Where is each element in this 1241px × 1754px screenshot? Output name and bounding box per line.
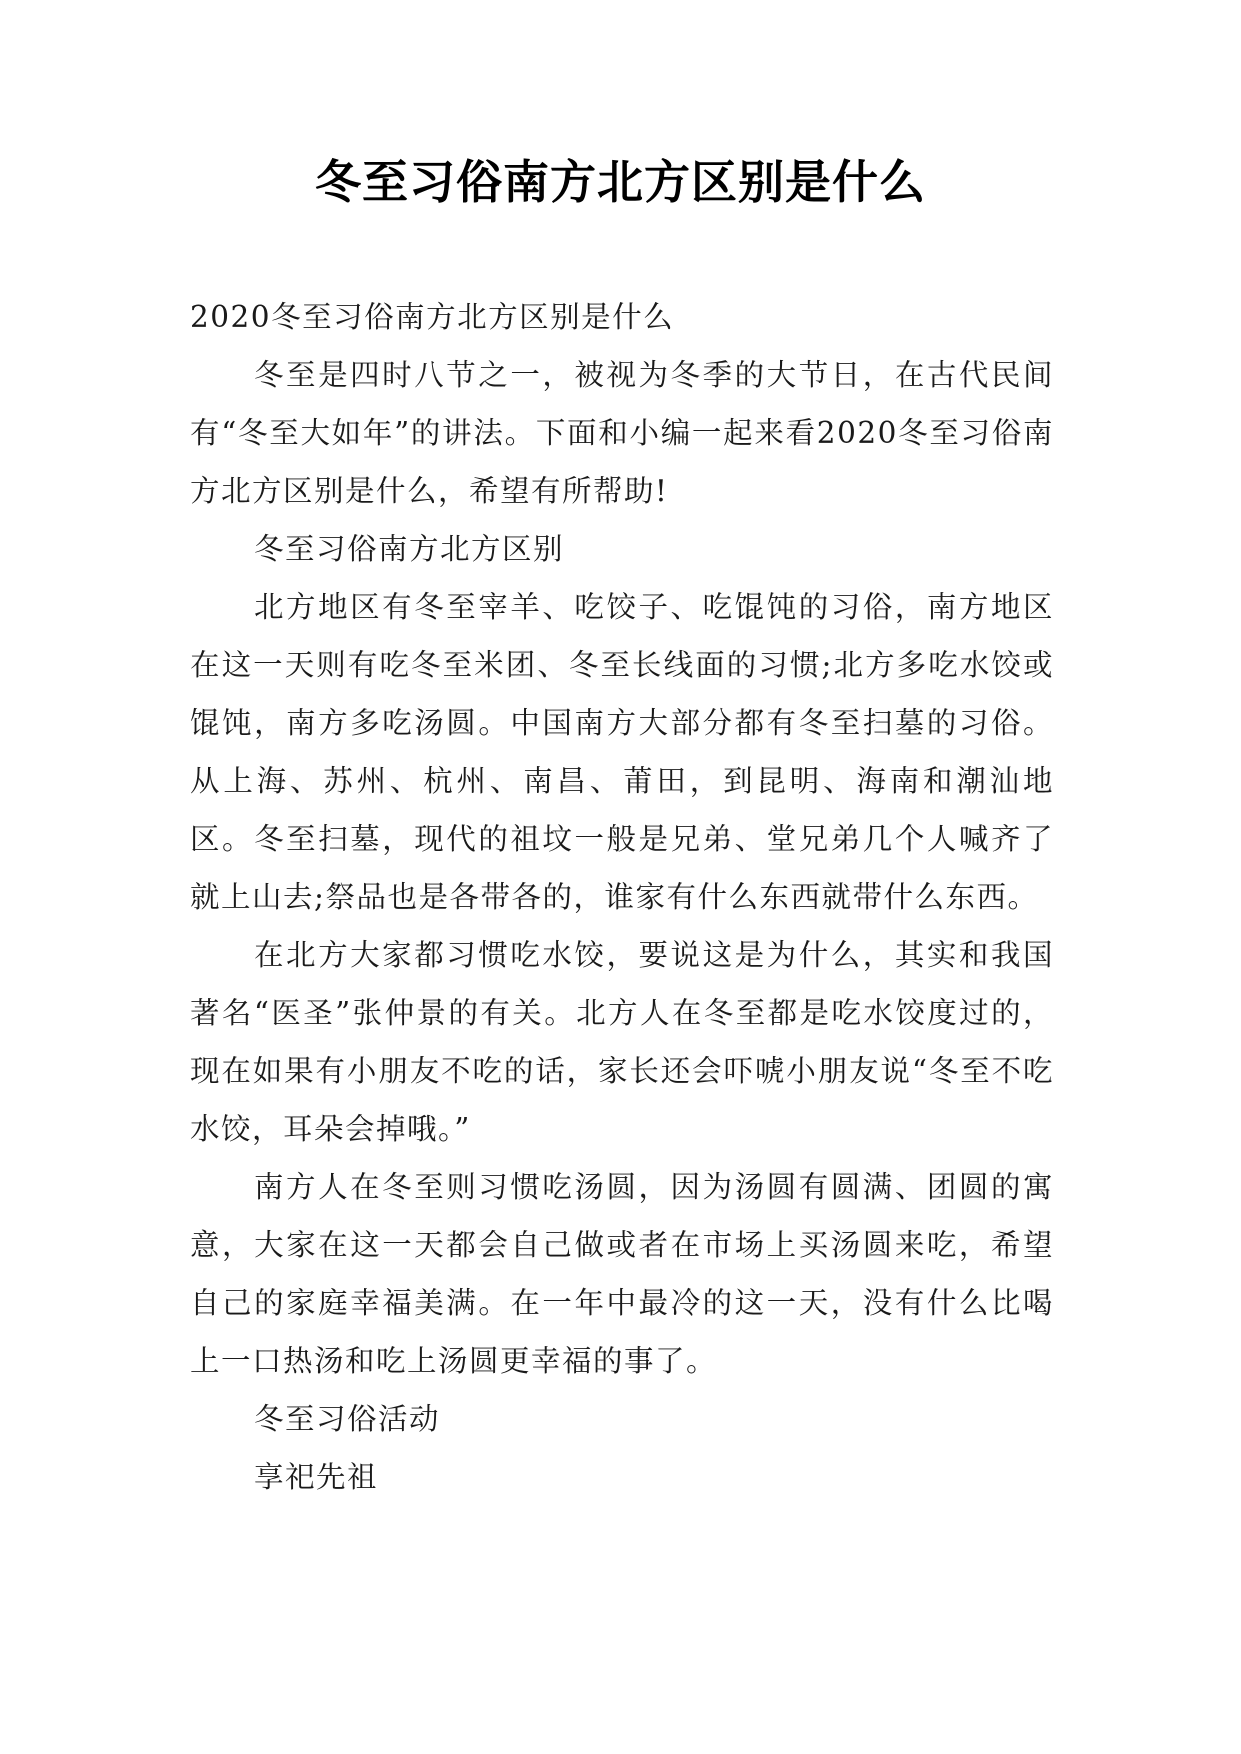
section-heading-north-south: 冬至习俗南方北方区别 xyxy=(254,532,565,566)
paragraph-customs: 北方地区有冬至宰羊、吃饺子、吃馄饨的习俗，南方地区在这一天则有吃冬至米团、冬至长线面的习惯;北方多吃水饺或馄饨，南方多吃汤圆。中国南方大部分都有冬至扫墓的习俗。从上海、苏州、杭州、南昌、莆田，到昆明、海南和潮汕地区。冬至扫墓，现代的祖坟一般是兄弟、堂兄弟几个人喊齐了就上山去;祭品也是各带各的，谁家有什么东西就带什么东西。 xyxy=(190,590,1054,914)
paragraph-tangyuan: 南方人在冬至则习惯吃汤圆，因为汤圆有圆满、团圆的寓意，大家在这一天都会自己做或者在市场上买汤圆来吃，希望自己的家庭幸福美满。在一年中最冷的这一天，没有什么比喝上一口热汤和吃上汤圆更幸福的事了。 xyxy=(190,1170,1054,1378)
paragraph-subtitle: 2020冬至习俗南方北方区别是什么 xyxy=(190,300,675,334)
section-heading-ancestors: 享祀先祖 xyxy=(254,1460,379,1494)
document-body xyxy=(190,288,1054,1506)
paragraph-intro: 冬至是四时八节之一，被视为冬季的大节日，在古代民间有“冬至大如年”的讲法。下面和小编一起来看2020冬至习俗南方北方区别是什么，希望有所帮助! xyxy=(190,358,1054,508)
document-title: 冬至习俗南方北方区别是什么 xyxy=(315,155,926,209)
paragraph-dumplings: 在北方大家都习惯吃水饺，要说这是为什么，其实和我国著名“医圣”张仲景的有关。北方人在冬至都是吃水饺度过的，现在如果有小朋友不吃的话，家长还会吓唬小朋友说“冬至不吃水饺，耳朵会掉哦。” xyxy=(190,938,1054,1146)
section-heading-activities: 冬至习俗活动 xyxy=(254,1402,441,1436)
